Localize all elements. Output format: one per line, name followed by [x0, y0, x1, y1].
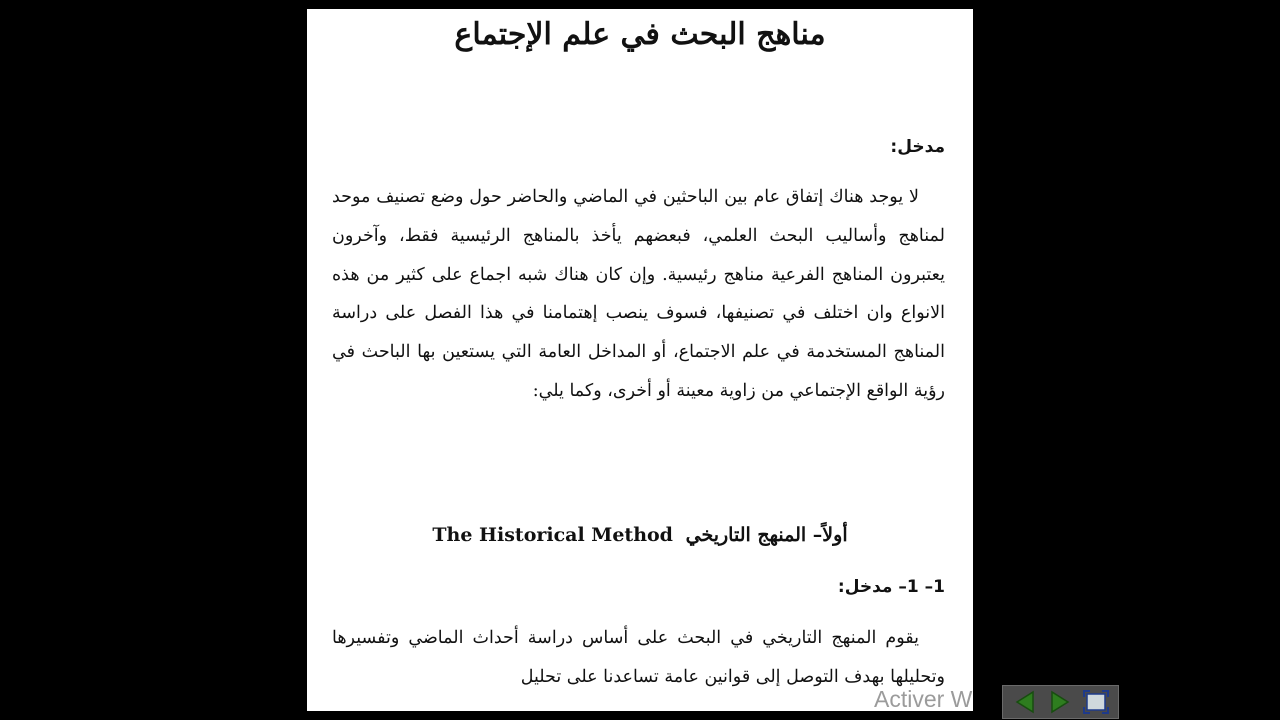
intro-paragraph-text: لا يوجد هناك إتفاق عام بين الباحثين في الماضي والحاضر حول وضع تصنيف موحد لمناهج وأساليب البحث العلمي، فبعضهم يأخذ بالمناهج الرئيسية فقط، وآخرون يعتبرون المناهج الفرعية مناهج رئيسية. وإن كان هناك شبه اجماع على كثير من هذه الانواع وان اختلف في تصنيفها، فسوف ينصب إهتمامنا في هذا الفصل على دراسة المناهج المستخدمة في علم الاجتماع، أو المداخل العامة التي يستعين بها الباحث في رؤية الواقع الإجتماعي من زاوية معينة أو أخرى، وكما يلي:: [332, 187, 945, 401]
activation-watermark: Activer W: [874, 686, 973, 712]
section-title-arabic: أولاً– المنهج التاريخي: [685, 524, 848, 546]
arrow-left-icon[interactable]: [1011, 688, 1039, 716]
fullscreen-icon[interactable]: [1082, 688, 1110, 716]
intro-paragraph: [332, 178, 945, 411]
slide-controls: [1002, 685, 1119, 719]
document-title: مناهج البحث في علم الإجتماع: [454, 17, 826, 52]
sub-paragraph-text: يقوم المنهج التاريخي في البحث على أساس دراسة أحداث الماضي وتفسيرها وتحليلها بهدف التوصل إلى قوانين عامة تساعدنا على تحليل: [332, 628, 945, 687]
intro-heading: مدخل:: [890, 137, 945, 157]
section-title: [307, 521, 973, 549]
sub-heading: 1– 1– مدخل:: [837, 577, 945, 597]
sub-paragraph: [332, 619, 945, 697]
arrow-right-icon[interactable]: [1046, 688, 1074, 716]
section-title-english: The Historical Method: [432, 524, 673, 546]
document-page: [307, 9, 973, 711]
